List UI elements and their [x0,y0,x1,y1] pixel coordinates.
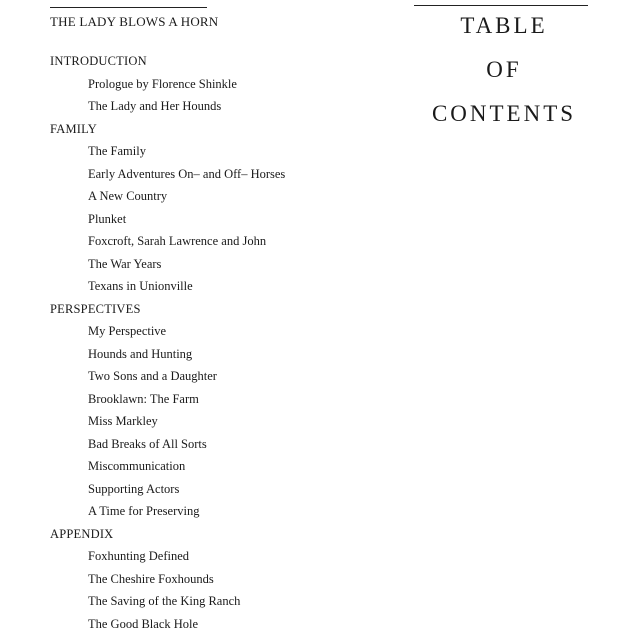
toc-chapter-entry: Plunket [88,211,127,226]
toc-chapter-entry: Early Adventures On– and Off– Horses [88,166,286,181]
toc-chapter-entry: Miss Markley [88,414,158,428]
toc-title [414,12,594,144]
toc-chapter-entry: Supporting Actors [88,481,180,496]
toc-chapter-entry: The Family [88,144,146,158]
toc-chapter-entry: Hounds and Hunting [88,346,193,361]
toc-chapter-entry: A Time for Preserving [88,504,200,518]
toc-chapter-entry: Brooklawn: The Farm [88,391,199,406]
toc-chapter-entry: Prologue by Florence Shinkle [88,76,237,91]
toc-title-line: CONTENTS [431,101,577,126]
toc-chapter-entry: Foxcroft, Sarah Lawrence and John [88,234,267,248]
toc-chapter-entry: Bad Breaks of All Sorts [88,436,207,451]
toc-section-heading: PERSPECTIVES [50,301,141,316]
toc-chapter-entry: Texans in Unionville [88,279,193,293]
toc-section-heading: FAMILY [50,121,97,136]
toc-title-line: OF [486,57,522,82]
toc-chapter-entry: Two Sons and a Daughter [88,369,217,383]
toc-chapter-entry: The Saving of the King Ranch [88,594,241,608]
toc-section-heading: APPENDIX [50,526,114,541]
toc-chapter-entry: The Good Black Hole [88,616,199,631]
toc-chapter-entry: A New Country [88,189,168,203]
toc-chapter-entry: The Lady and Her Hounds [88,99,222,113]
toc-chapter-entry: The War Years [88,256,162,271]
running-head: THE LADY BLOWS A HORN [50,14,219,29]
toc-title-line: TABLE [460,13,548,38]
toc-chapter-entry: The Cheshire Foxhounds [88,571,214,586]
toc-section-heading: INTRODUCTION [50,54,147,68]
toc-chapter-entry: Miscommunication [88,459,186,473]
toc-list [50,50,390,635]
right-page-rule [414,5,588,6]
toc-chapter-entry: Foxhunting Defined [88,549,190,563]
left-page-rule [50,7,207,8]
toc-chapter-entry: My Perspective [88,324,167,338]
